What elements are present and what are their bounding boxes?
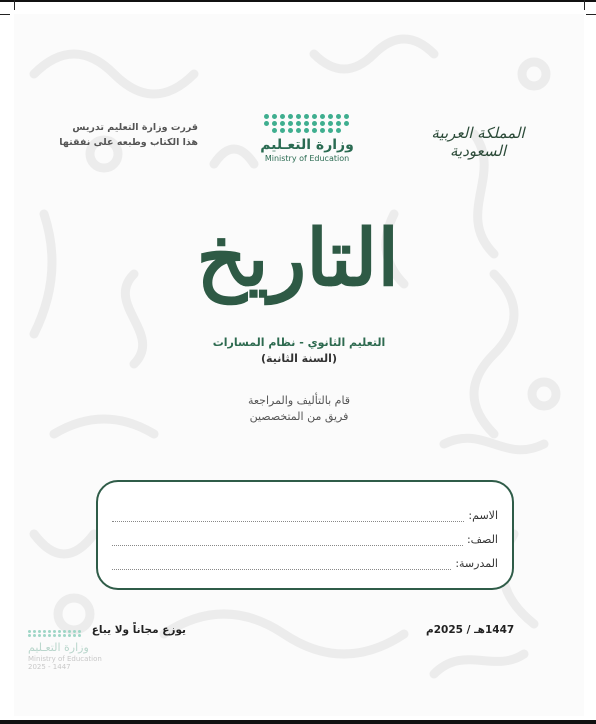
- header: [14, 114, 584, 194]
- authors-line-1: قام بالتأليف والمراجعة: [247, 394, 351, 407]
- ministry-name-english: Ministry of Education: [264, 154, 350, 163]
- watermark-dots-icon: [28, 630, 118, 637]
- school-label: المدرسة:: [455, 557, 498, 570]
- crop-mark: [584, 0, 585, 10]
- ministry-logo: [252, 114, 362, 163]
- ministry-watermark-logo: [28, 630, 118, 671]
- book-cover: [14, 14, 584, 716]
- bottom-border: [0, 720, 596, 724]
- approval-line-2: هذا الكتاب وطبعه على نفقتها: [59, 137, 198, 148]
- school-field[interactable]: [112, 552, 498, 570]
- watermark-logo-year: 2025 - 1447: [28, 663, 71, 671]
- book-year-label: (السنة الثانية): [261, 352, 337, 365]
- approval-line-1: قررت وزارة التعليم تدريس: [72, 122, 198, 133]
- school-line[interactable]: [112, 559, 451, 570]
- crop-mark: [586, 14, 596, 15]
- crop-mark: [0, 14, 10, 15]
- name-line[interactable]: [112, 511, 464, 522]
- authors-line-2: فريق من المتخصصين: [249, 410, 349, 423]
- grade-line[interactable]: [112, 535, 463, 546]
- grade-label: الصف:: [466, 533, 498, 546]
- distribution-note: يوزع مجاناً ولا يباع: [91, 624, 186, 636]
- watermark-logo-arabic: وزارة التعـليم: [28, 641, 89, 654]
- book-title: التاريخ: [196, 213, 399, 304]
- ministry-name-arabic: وزارة التعـليم: [260, 137, 354, 153]
- name-label: الاسم:: [468, 509, 498, 522]
- publication-date: 1447هـ / 2025م: [426, 624, 515, 636]
- book-subtitle: التعليم الثانوي - نظام المسارات: [212, 336, 386, 349]
- kingdom-emblem-text: المملكة العربية السعودية: [431, 124, 525, 160]
- name-field[interactable]: [112, 504, 498, 522]
- approval-statement: [28, 120, 198, 150]
- ministry-dots-icon: [252, 114, 362, 133]
- crop-mark: [14, 0, 15, 10]
- student-info-box: [96, 480, 514, 590]
- grade-field[interactable]: [112, 528, 498, 546]
- top-border: [0, 0, 596, 2]
- watermark-logo-english: Ministry of Education: [28, 655, 102, 663]
